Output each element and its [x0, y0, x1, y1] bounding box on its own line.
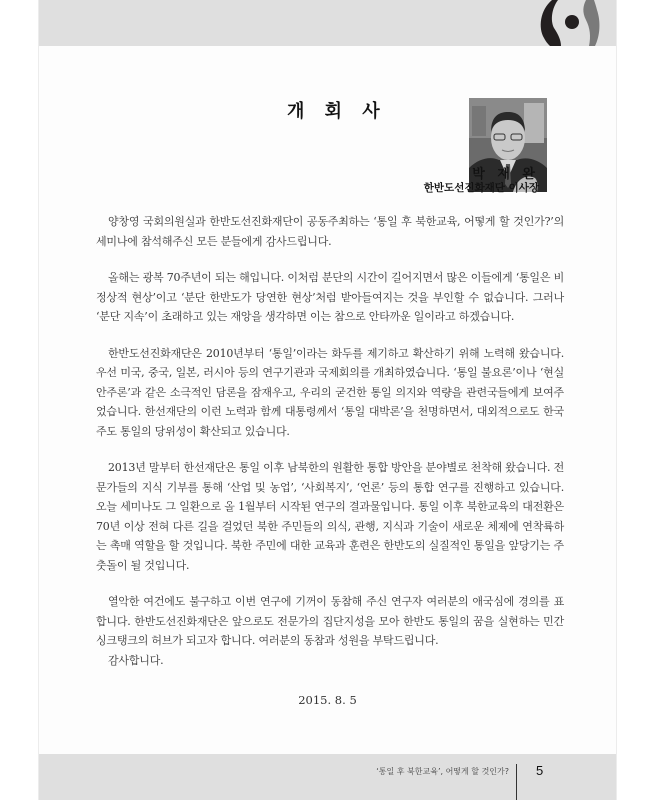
page-number: 5 [536, 763, 544, 778]
speaker-role: 한반도선진화재단 이사장 [423, 182, 539, 194]
footer-divider [516, 764, 517, 800]
date: 2015. 8. 5 [298, 693, 357, 707]
header-band [39, 0, 616, 46]
document-page [38, 0, 617, 800]
paragraph: 양창영 국회의원실과 한반도선진화재단이 공동주최하는 ‘통일 후 북한교육, 어떻게 할 것인가?’의 세미나에 참석해주신 모든 분들에게 감사드립니다. [96, 215, 564, 248]
stylized-circle-logo-icon [534, 0, 604, 46]
paragraph: 2013년 말부터 한선재단은 통일 이후 남북한의 원활한 통합 방안을 분야별로 천착해 왔습니다. 전문가들의 지식 기부를 통해 ‘산업 및 농업’, ‘사회복지’, ‘언론’ 등의 통합 연구를 진행하고 있습니다. 오늘 세미나도 그 일환으로 올 1월부터 시작된 연구의 결과물입니다. 통일 이후 북한교육의 대전환은 70년 이상 전혀 다른 길을 걸었던 북한 주민들의 의식, 관행, 지식과 기술이 새로운 체제에 연착륙하는 촉매 역할을 할 것입니다. 북한 주민에 대한 교육과 훈련은 한반도의 실질적인 통일을 앞당기는 주춧돌이 될 것입니다. [96, 461, 564, 572]
running-title: ‘통일 후 북한교육’, 어떻게 할 것인가? [376, 767, 509, 776]
closing-line: 감사합니다. [108, 653, 164, 667]
speaker-name: 박 재 완 [472, 167, 539, 182]
paragraph: 올해는 광복 70주년이 되는 해입니다. 이처럼 분단의 시간이 길어지면서 많은 이들에게 ‘통일은 비정상적 현상’이고 ‘분단 한반도가 당연한 현상’처럼 받아들여지는 것을 부인할 수 없습니다. 그러나 ‘분단 지속’이 초래하고 있는 재앙을 생각하면 이는 참으로 안타까운 일이라고 하겠습니다. [96, 271, 564, 323]
page-title: 개 회 사 [287, 101, 387, 122]
paragraph: 열악한 여건에도 불구하고 이번 연구에 기꺼이 동참해 주신 연구자 여러분의 애국심에 경의를 표합니다. 한반도선진화재단은 앞으로도 전문가의 집단지성을 모아 한반도 통일의 꿈을 실현하는 민간싱크탱크의 허브가 되고자 합니다. 여러분의 동참과 성원을 부탁드립니다. [96, 595, 564, 647]
footer-band [39, 754, 616, 800]
article-body [96, 212, 564, 687]
paragraph: 한반도선진화재단은 2010년부터 ‘통일’이라는 화두를 제기하고 확산하기 위해 노력해 왔습니다. 우선 미국, 중국, 일본, 러시아 등의 연구기관과 국제회의를 개최하였습니다. ‘통일 불요론’이나 ‘현실 안주론’과 같은 소극적인 담론을 잠재우고, 우리의 굳건한 통일 의지와 역량을 관련국들에게 보여주었습니다. 한선재단의 이런 노력과 함께 대통령께서 ‘통일 대박론’을 천명하면서, 대외적으로도 한국 주도 통일의 당위성이 확산되고 있습니다. [96, 346, 564, 438]
